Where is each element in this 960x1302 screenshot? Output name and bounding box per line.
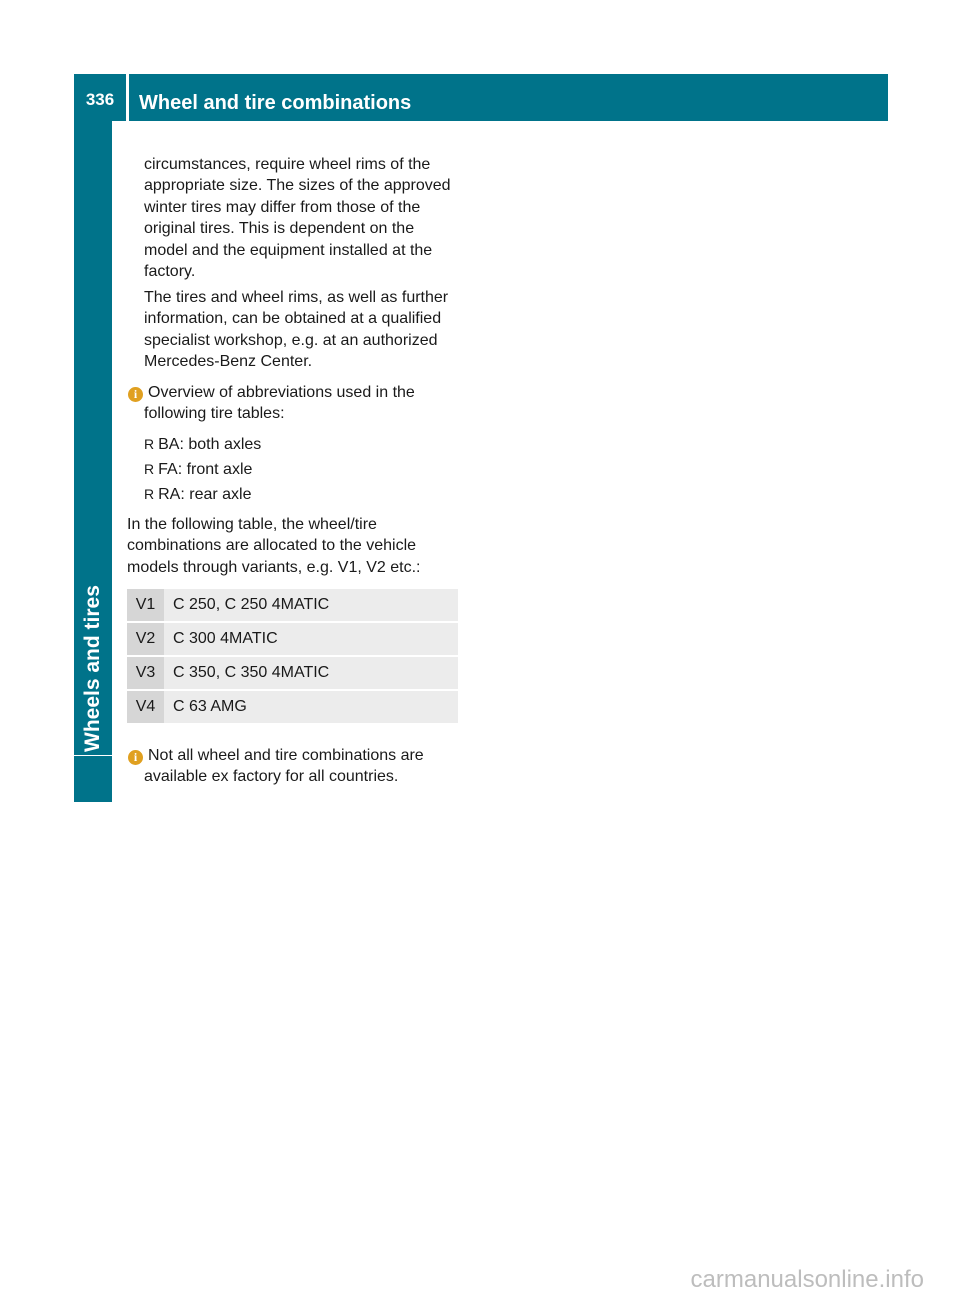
variant-code: V4 — [127, 691, 164, 723]
text-line: specialist workshop, e.g. at an authorized — [144, 331, 438, 349]
paragraph-wheel-rims — [144, 154, 451, 282]
table-row — [127, 623, 458, 655]
variant-models: C 350, C 350 4MATIC — [164, 657, 458, 689]
list-item — [144, 459, 252, 480]
section-title: Wheel and tire combinations — [139, 92, 412, 114]
table-row — [127, 691, 458, 723]
text-line: following tire tables: — [144, 405, 285, 423]
variant-models: C 63 AMG — [164, 691, 458, 723]
table-intro — [127, 514, 421, 578]
text-line — [128, 745, 424, 766]
page-number: 336 — [85, 90, 115, 109]
text-line: original tires. This is dependent on the — [144, 220, 415, 238]
info-text: Not all wheel and tire combinations are — [148, 747, 424, 764]
variant-models: C 300 4MATIC — [164, 623, 458, 655]
list-item — [144, 434, 261, 455]
side-tab-block — [74, 756, 112, 802]
text-line: available ex factory for all countries. — [144, 768, 399, 786]
text-line: combinations are allocated to the vehicle — [127, 537, 417, 555]
text-line: circumstances, require wheel rims of the — [144, 156, 431, 173]
variant-code: V2 — [127, 623, 164, 655]
text-line: models through variants, e.g. V1, V2 etc.: — [127, 558, 421, 576]
table-row — [127, 657, 458, 689]
bullet-marker: R — [144, 486, 155, 502]
table-row — [127, 589, 458, 621]
watermark: carmanualsonline.info — [690, 1266, 924, 1293]
list-item-text: FA: front axle — [158, 461, 253, 478]
list-item — [144, 484, 252, 505]
info-text: Overview of abbreviations used in the — [148, 384, 415, 401]
text-line — [128, 382, 415, 403]
text-line: factory. — [144, 263, 196, 281]
text-line: model and the equipment installed at the — [144, 241, 433, 259]
variant-code: V1 — [127, 589, 164, 621]
bullet-marker: R — [144, 461, 155, 477]
info-icon: i — [128, 387, 143, 402]
list-item-text: BA: both axles — [158, 436, 262, 453]
list-item-text: RA: rear axle — [158, 486, 252, 503]
variant-code: V3 — [127, 657, 164, 689]
text-line: Mercedes-Benz Center. — [144, 353, 313, 371]
page-header — [74, 74, 888, 121]
variant-models: C 250, C 250 4MATIC — [164, 589, 458, 621]
info-note-availability — [128, 745, 424, 788]
text-line: winter tires may differ from those of the — [144, 198, 421, 216]
header-divider — [126, 74, 129, 121]
bullet-marker: R — [144, 436, 155, 452]
info-icon: i — [128, 750, 143, 765]
paragraph-further-info — [144, 287, 448, 373]
text-line: information, can be obtained at a qualified — [144, 310, 442, 328]
chapter-label: Wheels and tires — [81, 585, 104, 752]
text-line: The tires and wheel rims, as well as further — [144, 289, 449, 306]
text-line: appropriate size. The sizes of the approved — [144, 177, 451, 195]
variants-table — [127, 587, 458, 725]
info-note-abbreviations — [128, 382, 415, 425]
text-line: In the following table, the wheel/tire — [127, 516, 377, 533]
